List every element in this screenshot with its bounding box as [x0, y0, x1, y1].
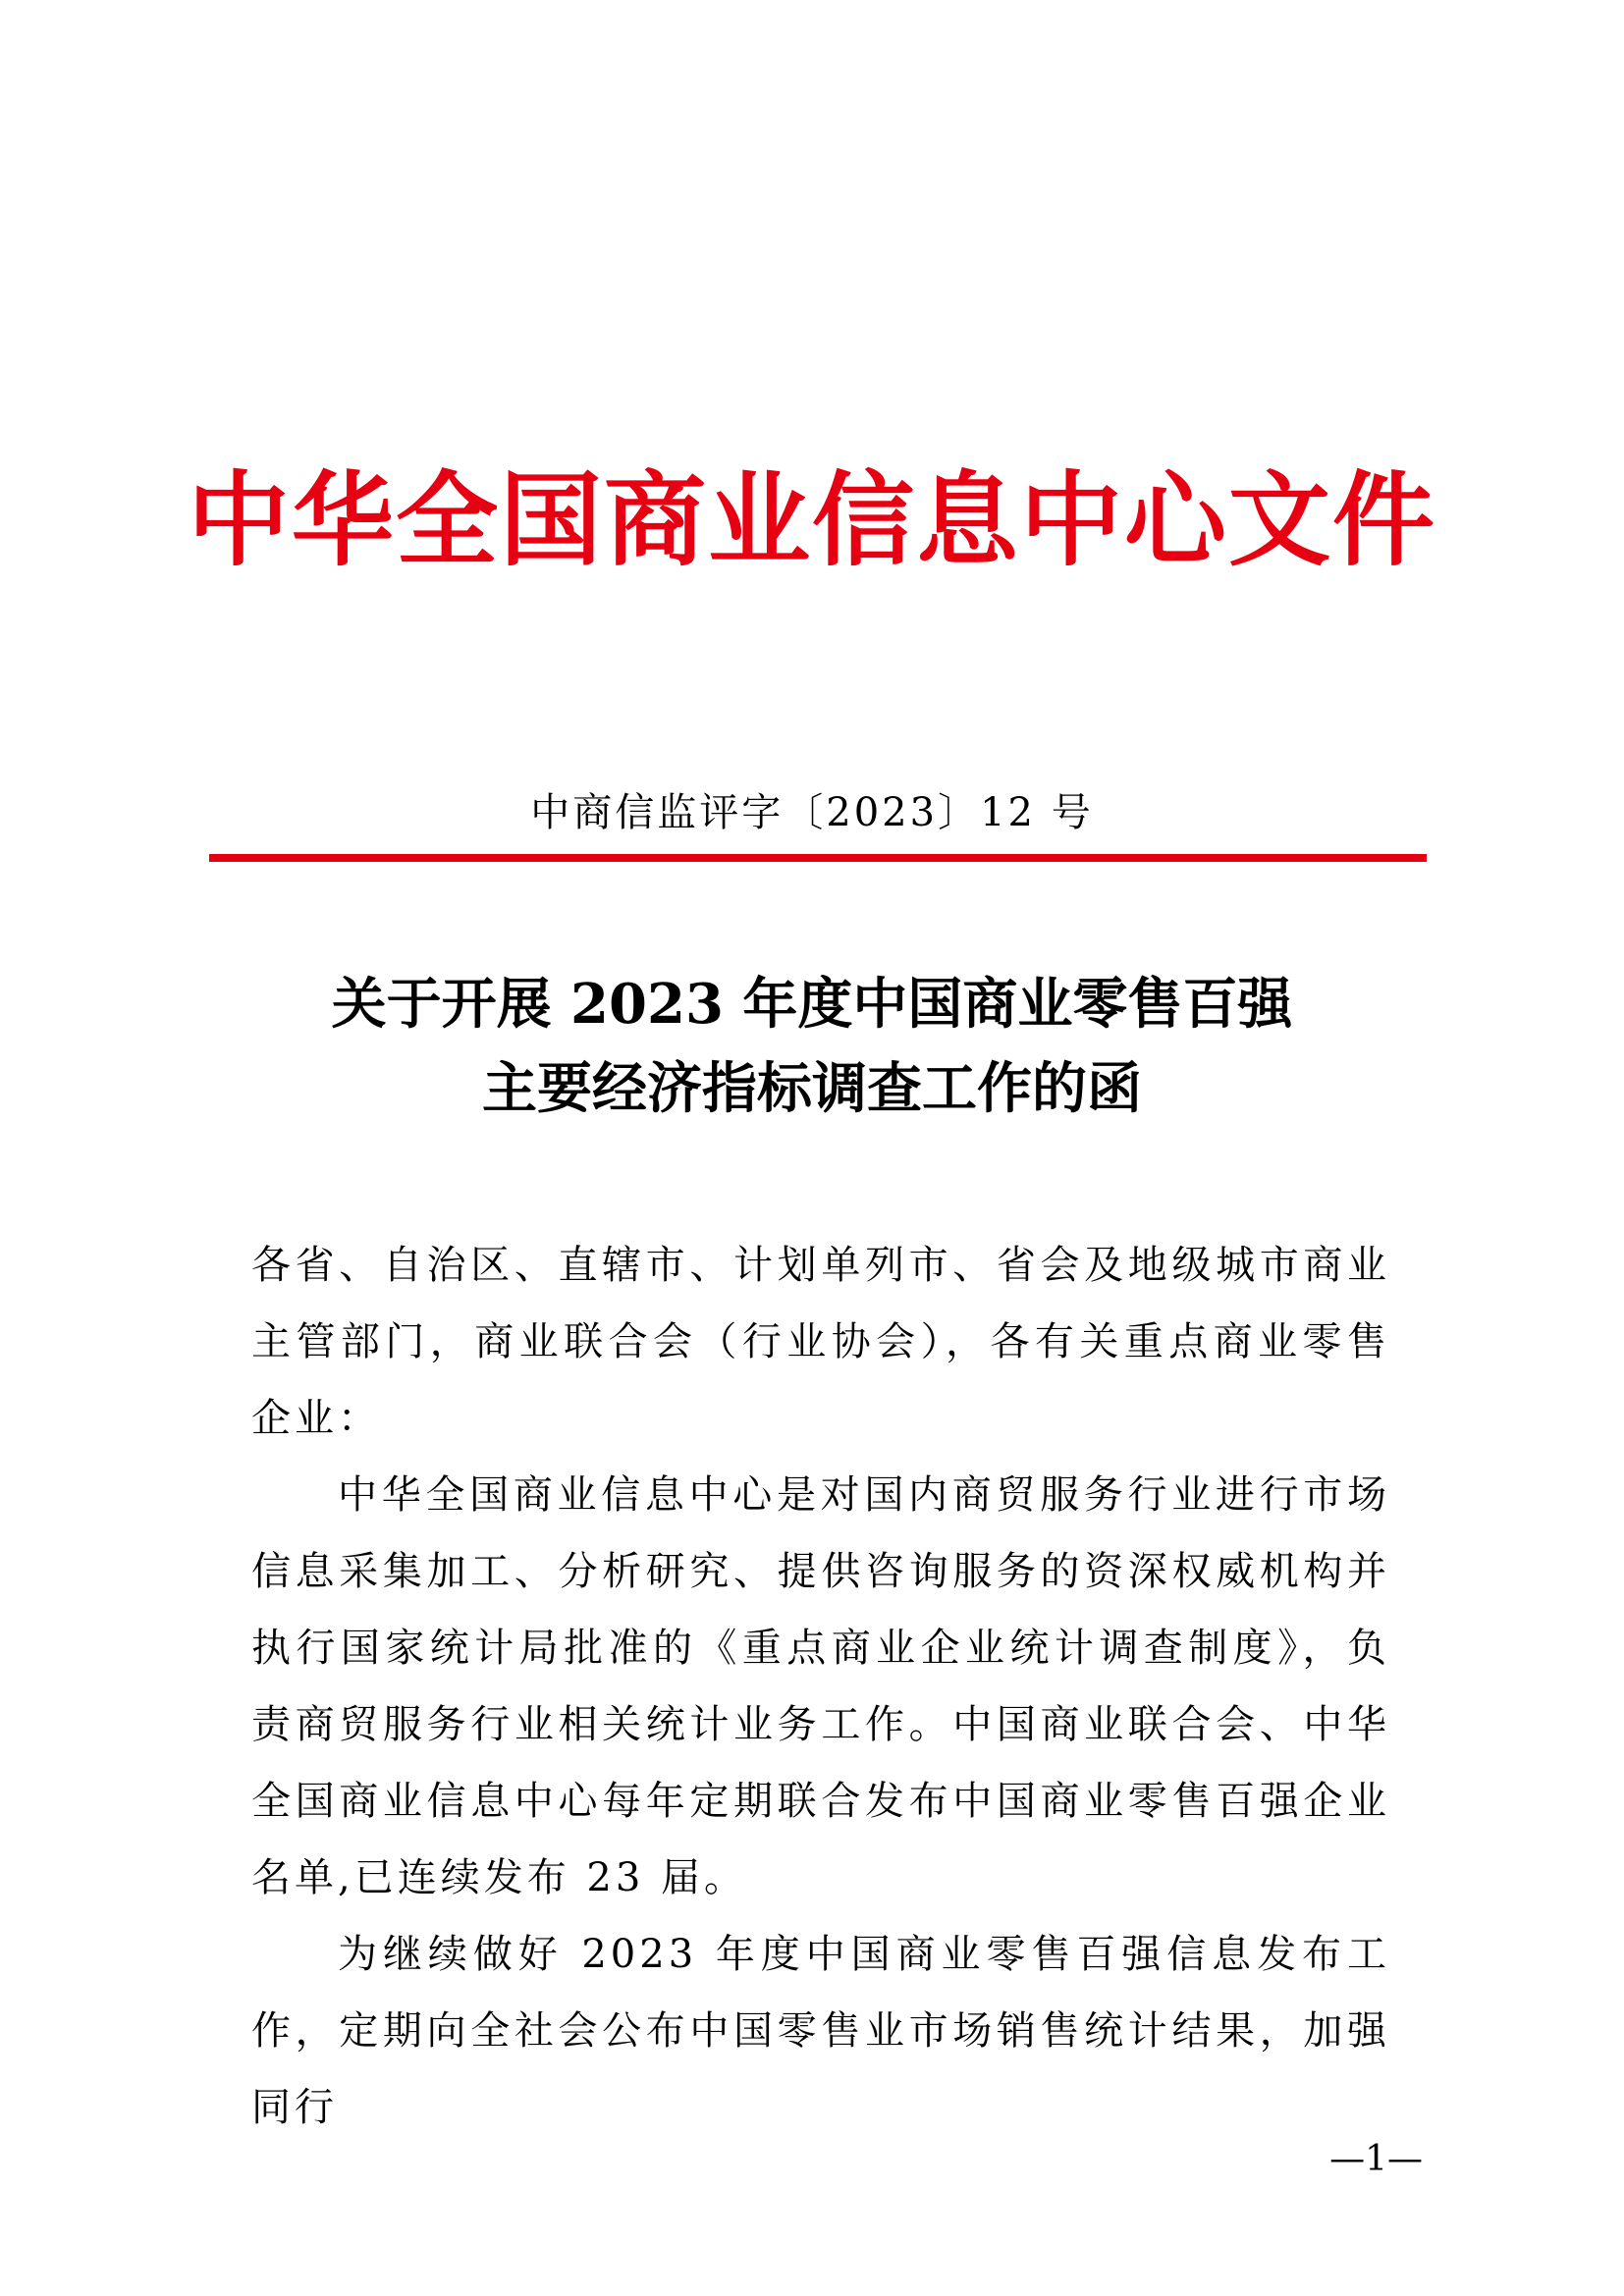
document-title-line-1: 关于开展 2023 年度中国商业零售百强 [331, 972, 1293, 1037]
body-paragraph-1: 中华全国商业信息中心是对国内商贸服务行业进行市场信息采集加工、分析研究、提供咨询服务的资深权威机构并执行国家统计局批准的《重点商业企业统计调查制度》，负责商贸服务行业相关统计业务工作。中国商业联合会、中华全国商业信息中心每年定期联合发布中国商业零售百强企业名单,已连续发布 23 届。 [251, 1472, 1390, 1900]
salutation: 各省、自治区、直辖市、计划单列市、省会及地级城市商业主管部门，商业联合会（行业协会），各有关重点商业零售企业： [251, 1243, 1390, 1441]
document-body [251, 1227, 1390, 2146]
red-divider-rule [209, 854, 1427, 862]
document-title-line-2: 主要经济指标调查工作的函 [482, 1056, 1142, 1121]
body-paragraph-2: 为继续做好 2023 年度中国商业零售百强信息发布工作，定期向全社会公布中国零售业市场销售统计结果，加强同行 [251, 1932, 1390, 2130]
document-number: 中商信监评字〔2023〕12 号 [530, 790, 1094, 835]
page-number: —1— [1329, 2139, 1423, 2179]
document-header-title: 中华全国商业信息中心文件 [187, 460, 1436, 580]
document-title [0, 962, 1624, 1131]
